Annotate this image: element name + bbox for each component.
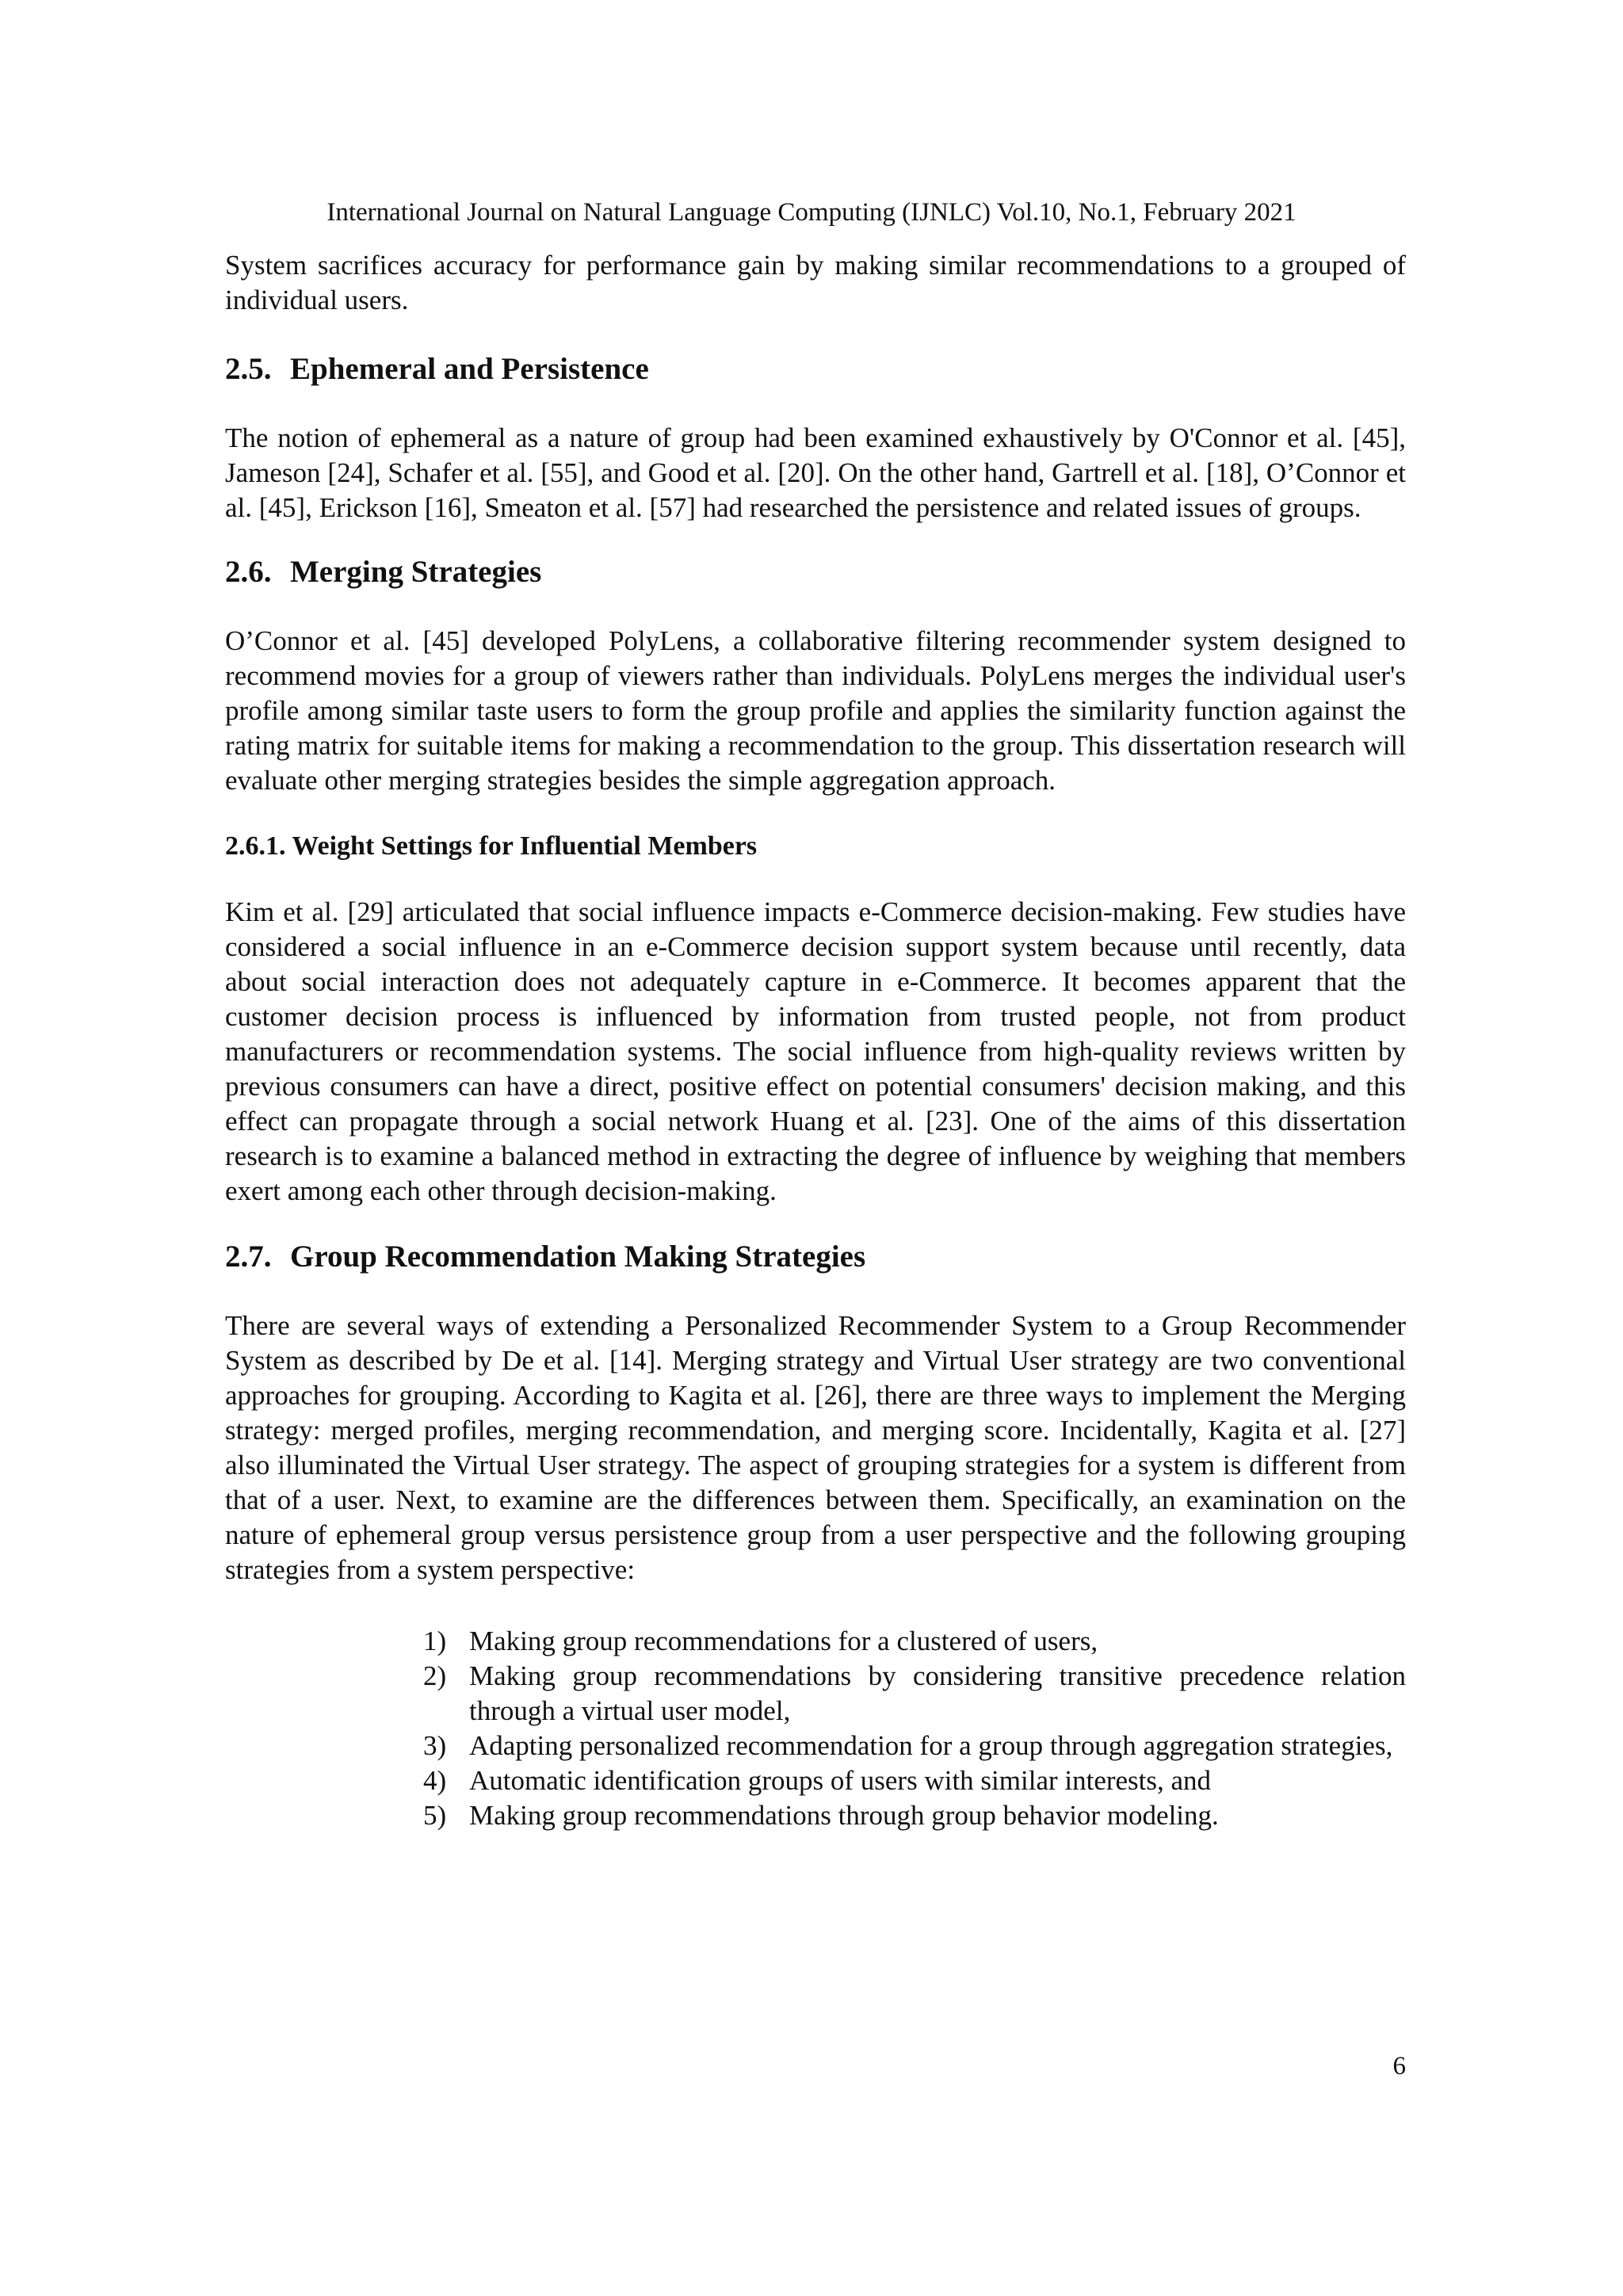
section-2-6-paragraph: O’Connor et al. [45] developed PolyLens, a collaborative filtering recommender system designed to recommend movies for a group of viewers rather than individuals. PolyLens merges the individual user's profile among similar taste users to form the group profile and applies the similarity function against the rating matrix for suitable items for making a recommendation to the group. This dissertation research will evaluate other merging strategies besides the simple aggregation approach. (225, 625, 1406, 796)
list-marker: 3) (423, 1730, 447, 1761)
list-marker: 5) (423, 1800, 447, 1831)
list-item (423, 1624, 1406, 1659)
section-2-6-heading (225, 554, 1406, 590)
list-item (423, 1729, 1406, 1763)
page-content (225, 248, 1406, 1833)
list-item-text: Making group recommendations through group behavior modeling. (469, 1800, 1219, 1831)
section-number: 2.7. (225, 1240, 272, 1274)
subsection-2-6-1-heading: 2.6.1. Weight Settings for Influential Members (225, 831, 758, 861)
list-item-text: Automatic identification groups of users with similar interests, and (469, 1765, 1212, 1796)
list-marker: 1) (423, 1626, 447, 1656)
section-title: Ephemeral and Persistence (290, 352, 649, 386)
subsection-2-6-1-paragraph: Kim et al. [29] articulated that social influence impacts e-Commerce decision-making. Few studies have considered a social influence in an e-Commerce decision support system because until recently, data about social interaction does not adequately capture in e-Commerce. It becomes apparent that the customer decision process is influenced by information from trusted people, not from product manufacturers or recommendation systems. The social influence from high-quality reviews written by previous consumers can have a direct, positive effect on potential consumers' decision making, and this effect can propagate through a social network Huang et al. [23]. One of the aims of this dissertation research is to examine a balanced method in extracting the degree of influence by weighing that members exert among each other through decision-making. (225, 896, 1406, 1206)
list-marker: 2) (423, 1660, 447, 1691)
section-number: 2.6. (225, 555, 272, 589)
section-title: Group Recommendation Making Strategies (290, 1240, 866, 1274)
intro-paragraph: System sacrifices accuracy for performance gain by making similar recommendations to a grouped of individual users. (225, 250, 1406, 315)
grouping-strategies-list (225, 1624, 1406, 1833)
list-item-text: Making group recommendations by considering transitive precedence relation through a virtual user model, (469, 1660, 1406, 1726)
section-2-7-paragraph: There are several ways of extending a Personalized Recommender System to a Group Recommender System as described by De et al. [14]. Merging strategy and Virtual User strategy are two conventional approaches for grouping. According to Kagita et al. [26], there are three ways to implement the Merging strategy: merged profiles, merging recommendation, and merging score. Incidentally, Kagita et al. [27] also illuminated the Virtual User strategy. The aspect of grouping strategies for a system is different from that of a user. Next, to examine are the differences between them. Specifically, an examination on the nature of ephemeral group versus persistence group from a user perspective and the following grouping strategies from a system perspective: (225, 1310, 1406, 1585)
section-number: 2.5. (225, 352, 272, 386)
section-2-5-paragraph: The notion of ephemeral as a nature of group had been examined exhaustively by O'Connor et al. [45], Jameson [24], Schafer et al. [55], and Good et al. [20]. On the other hand, Gartrell et al. [18], O’Connor et al. [45], Erickson [16], Smeaton et al. [57] had researched the persistence and related issues of groups. (225, 422, 1406, 523)
list-item (423, 1798, 1406, 1833)
list-item-text: Making group recommendations for a clustered of users, (469, 1626, 1098, 1656)
list-marker: 4) (423, 1765, 447, 1796)
list-item (423, 1659, 1406, 1729)
running-header: International Journal on Natural Language Computing (IJNLC) Vol.10, No.1, February 2021 (327, 198, 1296, 227)
section-title: Merging Strategies (290, 555, 542, 589)
page-number: 6 (1392, 2052, 1406, 2080)
list-item-text: Adapting personalized recommendation for a group through aggregation strategies, (469, 1730, 1393, 1761)
list-item (423, 1763, 1406, 1798)
section-2-5-heading (225, 351, 1406, 388)
section-2-7-heading (225, 1239, 1406, 1275)
